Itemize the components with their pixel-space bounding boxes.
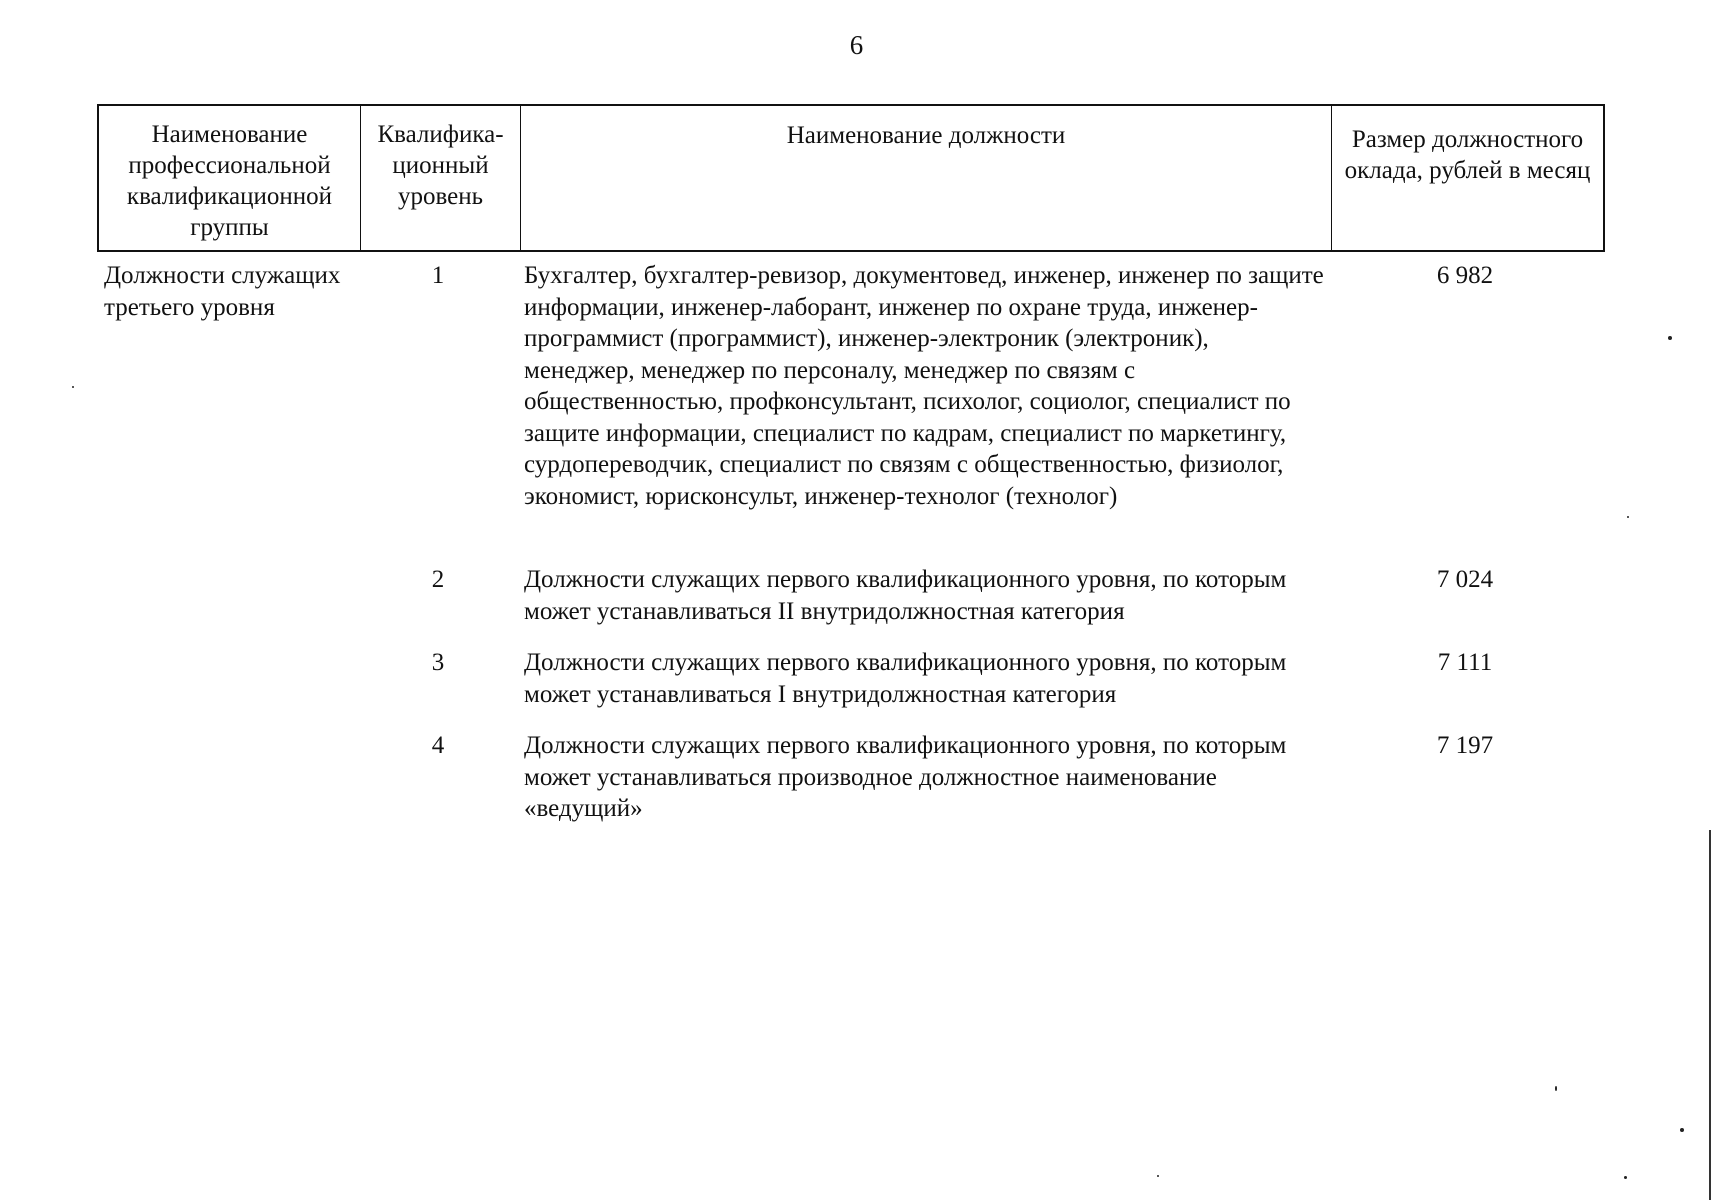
- table-row-level: 2: [431, 566, 445, 593]
- table-row-salary: 7 024: [1436, 566, 1494, 593]
- table-row-positions: Должности служащих первого квалификационного уровня, по которым может устанавливаться производное должностное наименование «ведущий»: [524, 732, 1287, 822]
- group-name: Должности служащих третьего уровня: [104, 262, 341, 321]
- header-salary: Размер должностного оклада, рублей в месяц: [1344, 126, 1591, 184]
- table-row-positions: Должности служащих первого квалификационного уровня, по которым может устанавливаться I внутридолжностная категория: [524, 649, 1287, 708]
- table-row-level: 4: [431, 732, 445, 759]
- table-row-positions: Бухгалтер, бухгалтер-ревизор, документовед, инженер, инженер по защите информации, инженер-лаборант, инженер по охране труда, инженер-программист (программист), инженер-электроник (электроник), менеджер, менеджер по персоналу, менеджер по связям с общественностью, профконсультант, психолог, социолог, специалист по защите информации, специалист по кадрам, специалист по маркетингу, сурдопереводчик, специалист по связям с общественностью, физиолог, экономист, юрисконсульт, инженер-технолог (технолог): [524, 262, 1324, 510]
- table-row-positions: Должности служащих первого квалификационного уровня, по которым может устанавливаться II внутридолжностная категория: [524, 566, 1287, 625]
- scan-speck: [1680, 1128, 1684, 1132]
- scan-speck: [72, 386, 74, 388]
- table-row-level: 3: [431, 649, 445, 676]
- header-group-name: Наименование профессиональной квалификационной группы: [99, 106, 361, 250]
- table-row-salary: 7 111: [1437, 649, 1493, 676]
- header-position-name: Наименование должности: [521, 106, 1332, 250]
- scan-speck: [1624, 1176, 1627, 1179]
- scan-speck: [1157, 1175, 1159, 1177]
- scan-edge-line: [1709, 830, 1711, 1200]
- table-row-salary: 6 982: [1436, 262, 1494, 289]
- scan-speck: [1627, 516, 1629, 518]
- page-number: 6: [849, 30, 864, 60]
- table-row-level: 1: [431, 262, 445, 289]
- table-header: [97, 104, 1605, 252]
- header-qualification-level: Квалифика-ционный уровень: [361, 106, 521, 250]
- table-row-salary: 7 197: [1436, 732, 1494, 759]
- scan-speck: [1668, 336, 1672, 340]
- scan-speck: [1555, 1086, 1557, 1091]
